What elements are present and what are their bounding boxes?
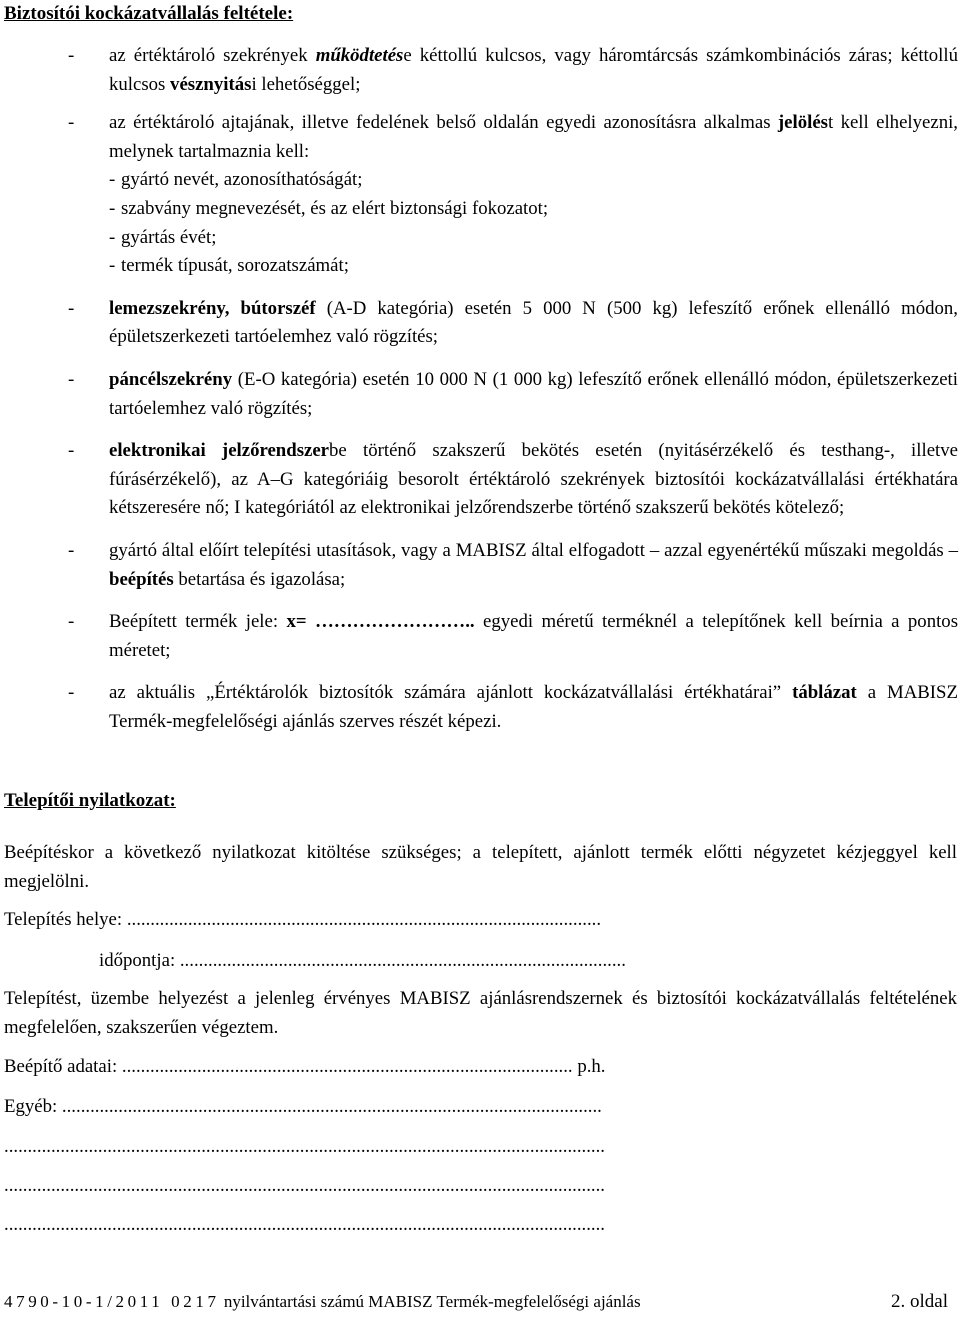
- list-item-alarm-system: - elektronikai jelzőrendszerbe történő szakszerű bekötés esetén (nyitásérzékelő és testhang-, illetve fúrásérzékelő), az A–G kategóriáig besorolt értéktároló szekrények biztosítói kockázatvállalási értékhatára kétszeresére nő; I kategóriától az elektronikai jelzőrendszerbe történő szakszerű bekötés kötelező;: [68, 437, 958, 523]
- page-number: 2. oldal: [891, 1291, 948, 1312]
- sub-item: - szabvány megnevezését, és az elért biztonsági fokozatot;: [109, 195, 958, 224]
- list-item-installation-instructions: - gyártó által előírt telepítési utasítások, vagy a MABISZ által elfogadott – azzal egyenértékű műszaki megoldás – beépítés betartása és igazolása;: [68, 537, 958, 594]
- list-item-product-mark: - Beépített termék jele: x= …………………….. egyedi méretű terméknél a telepítőnek kell beírnia a pontos méretet;: [68, 608, 958, 665]
- other-field[interactable]: Egyéb: ...................................................................................................................: [4, 1096, 602, 1117]
- blank-line[interactable]: ................................................................................................................................: [4, 1214, 605, 1235]
- sub-item: - termék típusát, sorozatszámát;: [109, 252, 958, 281]
- conditions-list: [68, 42, 958, 746]
- blank-line[interactable]: ................................................................................................................................: [4, 1136, 605, 1157]
- list-item-sheet-safe: - lemezszekrény, bútorszéf (A-D kategória) esetén 5 000 N (500 kg) lefeszítő erőnek ellenálló módon, épületszerkezeti tartóelemhez való rögzítés;: [68, 295, 958, 352]
- installation-location-field[interactable]: Telepítés helye: .....................................................................................................: [4, 909, 602, 930]
- statement-text: Telepítést, üzembe helyezést a jelenleg érvényes MABISZ ajánlásrendszernek és biztosítói kockázatvállalás feltételének megfelelően, szakszerűen végeztem.: [4, 988, 957, 1038]
- declaration-text: Beépítéskor a következő nyilatkozat kitöltése szükséges; a telepített, ajánlott termék előtti négyzetet kézjeggyel kell megjelölni.: [4, 842, 957, 892]
- section-title-insurer-conditions: Biztosítói kockázatvállalás feltétele:: [4, 3, 294, 24]
- sub-item: - gyártás évét;: [109, 224, 958, 253]
- installation-date-field[interactable]: időpontja: ...............................................................................................: [99, 950, 626, 971]
- marking-sublist: [109, 166, 958, 280]
- list-item-safe-operation: - az értéktároló szekrények működtetése kéttollú kulcsos, vagy háromtárcsás számkombinációs záras; kéttollú kulcsos vésznyitási lehetőséggel;: [68, 42, 958, 99]
- footer-registration-code: 4790-10-1/2011 0217: [4, 1292, 220, 1311]
- page-footer: [4, 1288, 948, 1317]
- list-item-marking: - az értéktároló ajtajának, illetve fedelének belső oldalán egyedi azonosításra alkalmas jelölést kell elhelyezni, melynek tartalmaznia kell: - gyártó nevét, azonosíthatóságát; - szabvány megnevezését, és az elért biztonsági fokozatot; - gyártás évét; - termék típusát, sorozatszámát;: [68, 109, 958, 281]
- list-item-armored-safe: - páncélszekrény (E-O kategória) esetén 10 000 N (1 000 kg) lefeszítő erőnek ellenálló módon, épületszerkezeti tartóelemhez való rögzítés;: [68, 366, 958, 423]
- section-title-installer-declaration: Telepítői nyilatkozat:: [4, 790, 176, 811]
- sub-item: - gyártó nevét, azonosíthatóságát;: [109, 166, 958, 195]
- blank-line[interactable]: ................................................................................................................................: [4, 1175, 605, 1196]
- installer-data-field[interactable]: Beépítő adatai: ................................................................................................ p.h.: [4, 1056, 606, 1077]
- list-item-value-table: - az aktuális „Értéktárolók biztosítók számára ajánlott kockázatvállalási értékhatárai” táblázat a MABISZ Termék-megfelelőségi ajánlás szerves részét képezi.: [68, 679, 958, 736]
- footer-text: nyilvántartási számú MABISZ Termék-megfelelőségi ajánlás: [219, 1292, 641, 1311]
